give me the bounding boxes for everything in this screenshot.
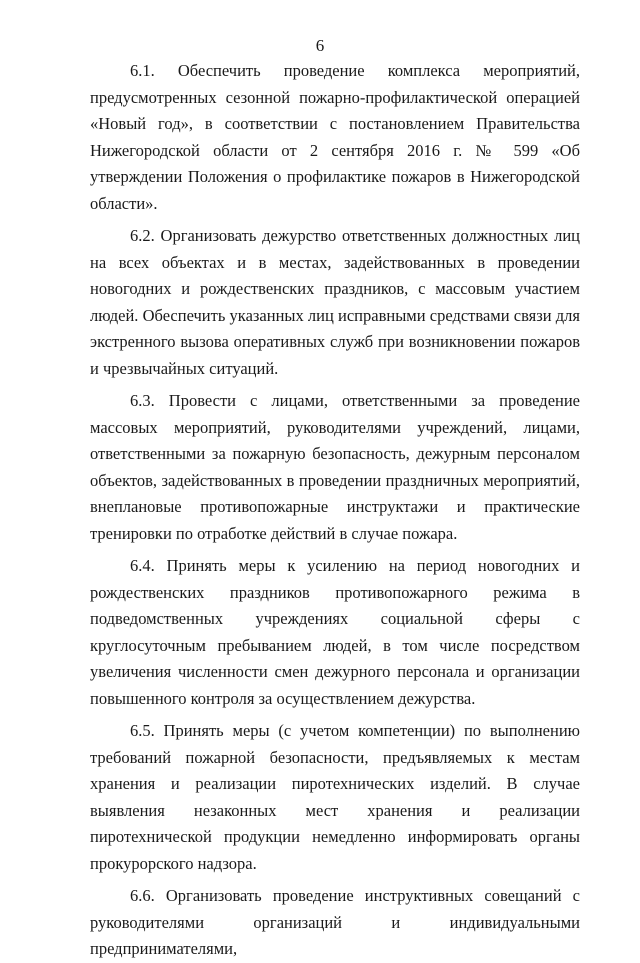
paragraph-6-6: 6.6. Организовать проведение инструктивных совещаний с руководителями организаций и индивидуальными предпринимателями,: [90, 886, 580, 958]
paragraph-6-4: 6.4. Принять меры к усилению на период новогодних и рождественских праздников противопожарного режима в подведомственных учреждениях социальной сферы с круглосуточным пребыванием людей, в том числе посредством увеличения численности смен дежурного персонала и организации повышенного контроля за осуществлением дежурства.: [90, 556, 580, 708]
paragraph-6-2: 6.2. Организовать дежурство ответственных должностных лиц на всех объектах и в местах, задействованных в проведении новогодних и рождественских праздников, с массовым участием людей. Обеспечить указанных лиц исправными средствами связи для экстренного вызова оперативных служб при возникновении пожаров и чрезвычайных ситуаций.: [90, 226, 580, 378]
paragraph-6-1: 6.1. Обеспечить проведение комплекса мероприятий, предусмотренных сезонной пожарно-профилактической операцией «Новый год», в соответствии с постановлением Правительства Нижегородской области от 2 сентября 2016 г. № 599 «Об утверждении Положения о профилактике пожаров в Нижегородской области».: [90, 61, 580, 213]
document-body: [90, 58, 580, 963]
paragraph-6-3: 6.3. Провести с лицами, ответственными за проведение массовых мероприятий, руководителями учреждений, лицами, ответственными за пожарную безопасность, дежурным персоналом объектов, задействованных в проведении праздничных мероприятий, внеплановые противопожарные инструктажи и практические тренировки по отработке действий в случае пожара.: [90, 391, 580, 543]
page-number: 6: [315, 36, 325, 55]
paragraph-6-5: 6.5. Принять меры (с учетом компетенции) по выполнению требований пожарной безопасности, предъявляемых к местам хранения и реализации пиротехнических изделий. В случае выявления незаконных мест хранения и реализации пиротехнической продукции немедленно информировать органы прокурорского надзора.: [90, 721, 580, 873]
